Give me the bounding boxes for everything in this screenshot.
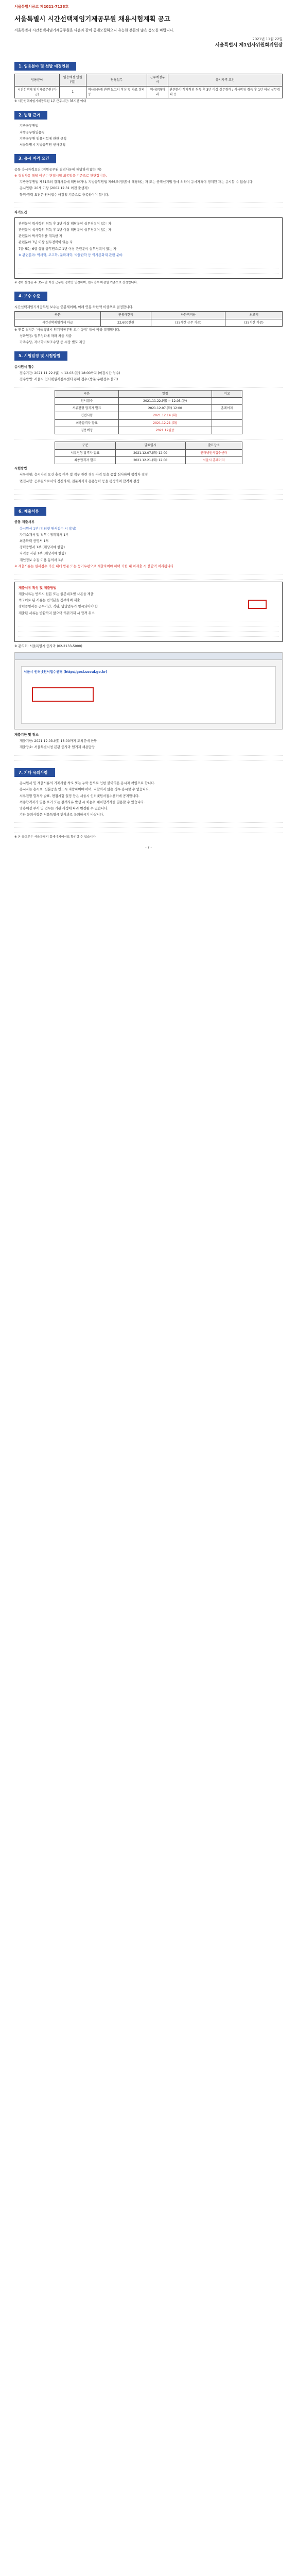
table-row: [15, 86, 283, 98]
divider: [19, 623, 278, 626]
bottom-note: ※ 본 공고문은 서울특별시 홈페이지에서도 확인할 수 있습니다.: [14, 836, 97, 839]
list-item: 경력증명서는 근무기간, 직위, 담당업무가 명시되어야 함: [19, 605, 98, 609]
table-row: [55, 419, 242, 427]
divider: [14, 486, 283, 489]
table-header: 발표장소: [185, 442, 242, 449]
list-item: 성과연봉: 업무성과에 따라 차등 지급: [20, 334, 72, 338]
table-row: [55, 456, 242, 464]
table-header: 임용분야: [15, 74, 60, 87]
table-cell: [212, 397, 242, 404]
section-7-heading: 7. 기타 유의사항: [14, 768, 55, 777]
section-6-red-note: ※ 제출서류는 원서접수 기간 내에 방문 또는 등기우편으로 제출하여야 하며 기한 내 미제출 시 불합격 처리됩니다.: [14, 564, 175, 568]
highlight-mark: [248, 600, 267, 609]
table-row: [55, 397, 242, 404]
table-cell: 22,600천원: [100, 319, 151, 326]
section-3-foot: ※ 경력 산정은 주 35시간 이상 근무한 경력만 인정하며, 원서접수 마감일 기준으로 산정합니다.: [14, 281, 138, 285]
list-item: 관련분야 박사학위를 취득한 자: [19, 234, 63, 239]
divider: [19, 260, 278, 263]
schedule-table: [55, 390, 242, 435]
divider: [14, 497, 283, 500]
table-cell: [212, 412, 242, 419]
list-item: 최종합격자가 임용 포기 또는 결격사유 발생 시 차순위 예비합격자를 임용할 수 있습니다.: [20, 800, 145, 804]
requirements-heading: 자격요건: [14, 210, 27, 214]
section-1-note: ※ 시간선택제임기제공무원 1주 근무시간: 35시간 이내: [14, 100, 86, 104]
table-cell: 시간선택제 임기제공무원 (마급): [15, 86, 60, 98]
notice-number: 서울특별시공고 제2021-7138호: [14, 5, 69, 9]
list-item: 지방공무원임용령: [20, 130, 45, 134]
list-item: 응시자는 응시표, 신분증을 반드시 지참하여야 하며, 지참하지 않은 경우 응시할 수 없습니다.: [20, 788, 150, 792]
list-item: 지방공무원 임용시험에 관한 규칙: [20, 137, 67, 141]
section-3-lead: 공통 응시자격요건 (지방공무원 결격사유에 해당하지 않는 자): [14, 167, 101, 172]
list-item: 지방공무원법: [20, 124, 39, 128]
table-cell: 2021.11.22.(월) ~ 12.03.(금): [118, 397, 212, 404]
list-item: 경력증명서 1부 (해당자에 한함): [20, 546, 65, 550]
divider: [14, 758, 283, 761]
table-row: [55, 427, 242, 434]
list-item: 접수방법: 서울시 인터넷원서접수센터 통해 접수 (방문·우편접수 불가): [20, 378, 118, 382]
section-5-lead: 응시원서 접수: [14, 365, 34, 369]
list-item: 서류전형: 응시자격 요건 충족 여부 및 직무 관련 경력·자격 등을 종합 심사하여 합격자 결정: [20, 473, 148, 477]
list-item: 제출기한: 2021.12.03.(금) 18:00까지 도착분에 한함: [20, 739, 97, 743]
intro-text: 서울특별시 시간선택제임기제공무원을 다음과 같이 공개모집하오니 유능한 분들의 많은 응모를 바랍니다.: [14, 28, 174, 33]
method-heading: 시험방법: [14, 467, 27, 471]
table-row: [55, 449, 242, 456]
table-cell: 인터넷원서접수센터: [185, 449, 242, 456]
divider: [14, 825, 283, 828]
section-3-red-note: ※ 결격사유 해당 여부는 면접시험 최종일을 기준으로 판단합니다.: [14, 174, 107, 178]
table-cell: 서류전형 합격자 발표: [55, 405, 119, 412]
submission-box: [14, 582, 283, 642]
highlight-mark: [32, 687, 94, 702]
table-header: 일정: [118, 390, 212, 397]
list-item: 서류전형 합격자 발표, 면접시험 일정 등은 서울시 인터넷원서접수센터에 공지합니다.: [20, 794, 139, 798]
divider: [19, 265, 278, 268]
table-cell: 최종합격자 발표: [55, 456, 115, 464]
table-cell: 1: [59, 86, 86, 98]
divider: [19, 629, 278, 632]
contact-note: ※ 문의처: 서울특별시 인사과 (02-2133-5000): [14, 644, 82, 648]
divider: [14, 830, 283, 833]
section-1-heading: 1. 임용분야 및 선발 예정인원: [14, 62, 76, 71]
table-header: 연봉하한액: [100, 312, 151, 319]
divider: [14, 205, 283, 208]
table-cell: 2021.12.07.(화) 12:00: [118, 405, 212, 412]
section-2-heading: 2. 법령 근거: [14, 111, 47, 120]
list-item: 자기소개서 및 직무수행계획서 1부: [20, 533, 69, 537]
list-item: 학위·경력 요건은 원서접수 마감일 기준으로 충족하여야 합니다.: [20, 193, 110, 197]
table-cell: 2021.12.14.(화): [118, 412, 212, 419]
table-cell: 서울시 홈페이지: [185, 456, 242, 464]
section-4-lead: 시간선택제임기제공무원 보수는 연봉제이며, 아래 연봉 하한액 이상으로 결정합니다.: [14, 306, 133, 310]
divider: [19, 634, 278, 637]
table-header: 구분: [55, 390, 119, 397]
list-item: 외국어로 된 서류는 번역본을 첨부하여 제출: [19, 599, 80, 603]
table-cell: 2021.12.21.(화): [118, 419, 212, 427]
list-item: 제출서류는 반드시 원본 또는 원본대조필 사본을 제출: [19, 592, 94, 597]
section-6-heading: 6. 제출서류: [14, 507, 46, 516]
divider: [14, 436, 283, 439]
table-header: 응시자격 요건: [168, 74, 282, 87]
table-header: 근무예정부서: [147, 74, 168, 87]
list-item: 개인정보 수집·이용 동의서 1부: [20, 558, 64, 562]
recruitment-table: [14, 74, 283, 98]
table-cell: (35시간 근무 기준): [151, 319, 225, 326]
list-item: 관련분야 석사학위 취득 후 1년 이상 해당분야 실무경력이 있는 자: [19, 228, 112, 232]
requirements-box: [14, 217, 283, 279]
table-header: 담당업무: [86, 74, 147, 87]
divider: [14, 820, 283, 823]
page-title: 서울특별시 시간선택제임기제공무원 채용시험계획 공고: [14, 14, 170, 23]
result-table: [55, 442, 242, 464]
table-row: [55, 405, 242, 412]
notice-date: 2021년 11월 22일: [252, 37, 283, 42]
table-cell: 관련분야 학사학위 취득 후 3년 이상 실무경력 / 석사학위 취득 후 1년 이상 실무경력 등: [168, 86, 282, 98]
list-item: 관련분야 학사학위 취득 후 3년 이상 해당분야 실무경력이 있는 자: [19, 222, 112, 226]
salary-table: [14, 311, 283, 327]
website-caption: 서울시 인터넷원서접수센터 (http://gosi.seoul.go.kr): [24, 670, 108, 674]
list-item: 최종학력 증명서 1부: [20, 539, 49, 543]
table-header: 비고: [212, 390, 242, 397]
table-cell: 서류전형 합격자 발표: [55, 449, 115, 456]
table-cell: 원서접수: [55, 397, 119, 404]
table-cell: 역사문화재과: [147, 86, 168, 98]
notice-issuer: 서울특별시 제1인사위원회위원장: [215, 42, 283, 48]
section-4-heading: 4. 보수 수준: [14, 292, 47, 301]
table-row: [15, 319, 283, 326]
table-header: 임용예정 인원(명): [59, 74, 86, 87]
divider: [14, 200, 283, 203]
list-item: 응시원서 1부 (인터넷 원서접수 시 작성): [20, 527, 77, 531]
list-item: 서울특별시 지방공무원 인사규칙: [20, 143, 66, 147]
submit-heading: 제출기한 및 장소: [14, 733, 39, 737]
table-cell: [212, 419, 242, 427]
list-item: 접수기간: 2021.11.22.(월) ~ 12.03.(금) 18:00까지 (마감시간 엄수): [20, 371, 120, 376]
divider: [14, 492, 283, 495]
section-4-note: ※ 연봉 결정은 ‘서울특별시 임기제공무원 보수 규정’ 등에 따라 결정합니다.: [14, 328, 120, 332]
website-body: [21, 666, 276, 724]
page-number: - 7 -: [145, 845, 152, 850]
table-cell: 홈페이지: [212, 405, 242, 412]
table-cell: 2021.12.07.(화) 12:00: [115, 449, 185, 456]
table-header: 하한액적용: [151, 312, 225, 319]
list-item: 응시원서 및 제출서류의 기재사항 착오 또는 누락 등으로 인한 불이익은 응시자 책임으로 합니다.: [20, 782, 155, 786]
list-item: 면접시험: 공무원으로서의 정신자세, 전문지식과 응용능력 등을 평정하여 합격자 결정: [20, 479, 140, 483]
list-item: 임용예정 부서 및 업무는 기관 사정에 따라 변경될 수 있습니다.: [20, 806, 109, 810]
section-6-lead: 공통 제출서류: [14, 520, 34, 524]
divider: [14, 753, 283, 756]
section-3-heading: 3. 응시 자격 요건: [14, 154, 56, 163]
box-note: ※ 관련분야: 역사학, 고고학, 문화재학, 박물관학 등 역사문화재 관련 분야: [19, 253, 123, 257]
table-cell: (35시간 기준): [225, 319, 283, 326]
table-cell: 2021.12월중: [118, 427, 212, 434]
table-cell: 면접시험: [55, 412, 119, 419]
list-item: 제출장소: 서울특별시청 본관 인사과 임기제 채용담당: [20, 745, 95, 750]
website-screenshot: [14, 652, 283, 730]
divider: [19, 270, 278, 274]
table-row: [55, 412, 242, 419]
list-item: 기타 문의사항은 서울특별시 인사과로 문의하시기 바랍니다.: [20, 813, 104, 817]
table-header: 구분: [15, 312, 101, 319]
list-item: 자격증 사본 1부 (해당자에 한함): [20, 552, 66, 556]
divider: [14, 385, 283, 388]
table-cell: 임용예정: [55, 427, 119, 434]
table-cell: 2021.12.21.(화) 12:00: [115, 456, 185, 464]
table-cell: 시간선택제임기제 마급: [15, 319, 101, 326]
divider: [14, 571, 283, 574]
box-title: 제출서류 작성 및 제출방법: [19, 586, 57, 590]
table-header: 최고액: [225, 312, 283, 319]
list-item: 응시연령: 20세 이상 (2002.12.31 이전 출생자): [20, 187, 89, 191]
list-item: 가족수당, 자녀학비보조수당 등 수당 별도 지급: [20, 341, 85, 345]
list-item: 관련분야 7년 이상 실무경력이 있는 자: [19, 241, 73, 245]
divider: [19, 618, 278, 621]
table-cell: [212, 427, 242, 434]
section-5-heading: 5. 시험일정 및 시험방법: [14, 351, 67, 361]
breadcrumb: [14, 4, 283, 10]
list-item: 7급 또는 6급 상당 공무원으로 1년 이상 관련분야 실무경력이 있는 자: [19, 247, 117, 251]
list-item: 지방공무원법 제31조의 결격사유에 해당하거나, 지방공무원법 제66조(정년)에 해당하는 자 또는 공직선거법 등에 의하여 응시자격이 정지된 자는 응시할 수 없습니다.: [20, 180, 254, 184]
table-header: 발표일시: [115, 442, 185, 449]
table-header: 구분: [55, 442, 115, 449]
browser-bar: [15, 653, 282, 660]
list-item: 제출된 서류는 반환하지 않으며 허위기재 시 합격 취소: [19, 611, 95, 615]
divider: [14, 577, 283, 580]
table-cell: 최종합격자 발표: [55, 419, 119, 427]
table-cell: 역사문화재 관련 보고서 작성 및 자료 정리 등: [86, 86, 147, 98]
